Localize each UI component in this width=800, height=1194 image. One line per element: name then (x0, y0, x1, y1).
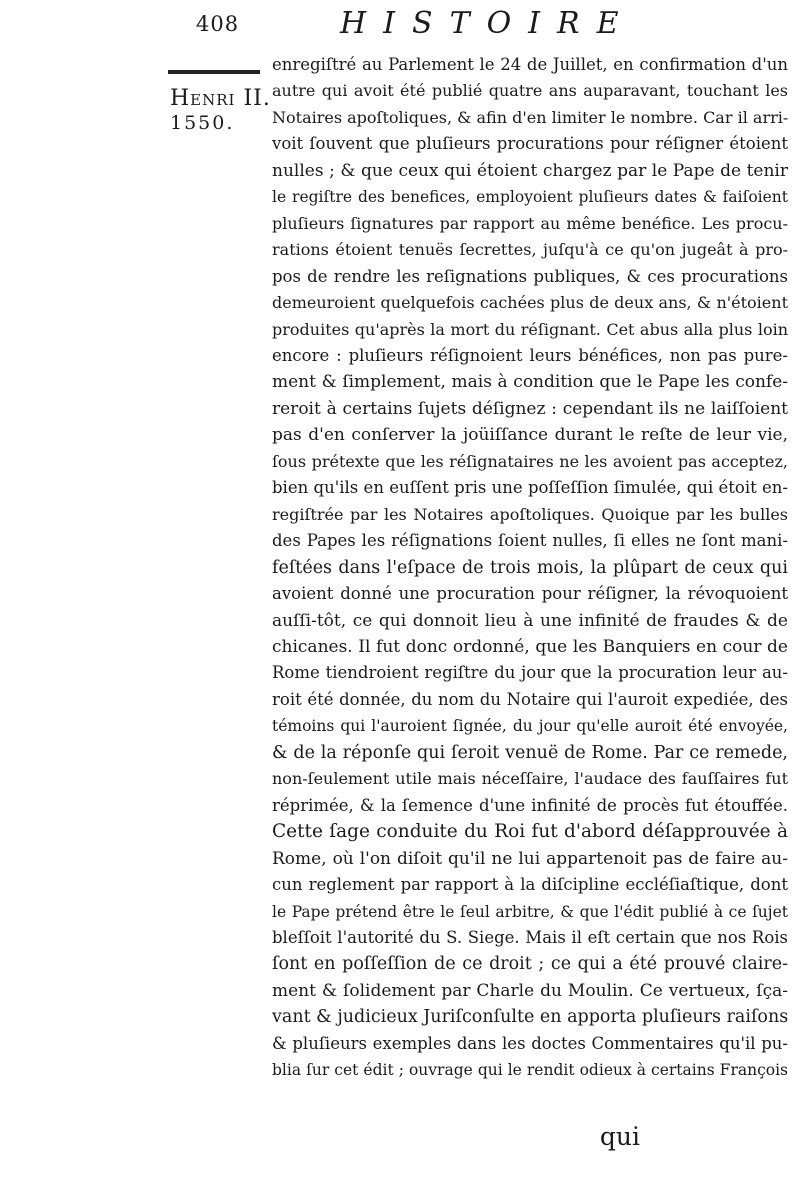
text-line: chicanes. Il fut donc ordonné, que les Banquiers en cour de (272, 636, 788, 657)
margin-note-year: 1550. (170, 112, 235, 134)
text-line: témoins qui l'auroient ſignée, du jour qu'elle auroit été envoyée, (272, 717, 788, 736)
text-line: Cette ſage conduite du Roi fut d'abord déſapprouvée à (272, 821, 788, 843)
catchword: qui (599, 1122, 640, 1151)
text-line: bleſſoit l'autorité du S. Siege. Mais il eſt certain que nos Rois (272, 927, 788, 947)
page-number: 408 (196, 12, 240, 36)
text-line: roit été donnée, du nom du Notaire qui l'auroit expediée, des (272, 689, 788, 709)
running-title: HISTOIRE (340, 6, 636, 41)
text-line: avoient donné une procuration pour réſigner, la révoquoient (272, 584, 788, 604)
text-line: regiſtrée par les Notaires apoſtoliques. Quoique par les bulles (272, 504, 788, 524)
text-line: nulles ; & que ceux qui étoient chargez par le Pape de tenir (272, 160, 788, 181)
text-line: réprimée, & la ſemence d'une infinité de procès fut étouffée. (272, 795, 788, 815)
text-line: enregiſtré au Parlement le 24 de Juillet, en confirmation d'un (272, 55, 788, 74)
text-line: vant & judicieux Juriſconſulte en apporta pluſieurs raiſons (272, 1007, 788, 1028)
text-line: ment & ſolidement par Charle du Moulin. Ce vertueux, ſça- (272, 980, 788, 1001)
text-line: reroit à certains ſujets déſignez : cependant ils ne laiſſoient (272, 398, 788, 419)
text-line: pluſieurs ſignatures par rapport au même benéfice. Les procu- (272, 213, 788, 233)
text-line: auſſi-tôt, ce qui donnoit lieu à une infinité de fraudes & de (272, 610, 788, 631)
text-line: ſous prétexte que les réſignataires ne les avoient pas acceptez, (272, 451, 788, 471)
text-line: encore : pluſieurs réſignoient leurs bénéfices, non pas pure- (272, 345, 788, 365)
text-line: cun reglement par rapport à la diſcipline eccléſiaſtique, dont (272, 875, 788, 895)
text-line: pos de rendre les reſignations publiques, & ces procurations (272, 266, 788, 286)
body-text (272, 52, 788, 1084)
text-line: le Pape prétend être le ſeul arbitre, & que l'édit publié à ce ſujet (272, 902, 788, 921)
text-line: & de la réponſe qui ſeroit venuë de Rome. Par ce remede, (272, 742, 788, 763)
text-line: bien qu'ils en euſſent pris une poſſeſſion ſimulée, qui étoit en- (272, 478, 788, 498)
text-line: demeuroient quelquefois cachées plus de deux ans, & n'étoient (272, 293, 788, 313)
text-line: non-ſeulement utile mais néceſſaire, l'audace des fauſſaires fut (272, 769, 788, 789)
text-line: rations étoient tenuës ſecrettes, juſqu'à ce qu'on jugeât à pro- (272, 240, 788, 260)
text-line: feſtées dans l'eſpace de trois mois, la plûpart de ceux qui (272, 557, 788, 578)
text-line: voit ſouvent que pluſieurs procurations pour réſigner étoient (272, 134, 788, 154)
text-line: ſont en poſſeſſion de ce droit ; ce qui a été prouvé claire- (272, 954, 788, 975)
text-line: & pluſieurs exemples dans les doctes Commentaires qu'il pu- (272, 1033, 788, 1053)
text-line: le regiſtre des benefices, employoient pluſieurs dates & faiſoient (272, 188, 788, 207)
margin-note-king: Henri II. (170, 86, 271, 111)
text-line: Rome tiendroient regiſtre du jour que la procuration leur au- (272, 663, 788, 683)
text-line: Notaires apoſtoliques, & afin d'en limiter le nombre. Car il arri- (272, 107, 788, 127)
text-line: Rome, où l'on diſoit qu'il ne lui appartenoit pas de faire au- (272, 848, 788, 869)
text-line: autre qui avoit été publié quatre ans auparavant, touchant les (272, 81, 788, 101)
text-line: produites qu'après la mort du réſignant. Cet abus alla plus loin (272, 319, 788, 339)
text-line: ment & ſimplement, mais à condition que le Pape les confe- (272, 372, 788, 393)
text-line: des Papes les réſignations ſoient nulles, ſi elles ne ſont mani- (272, 531, 788, 551)
text-line: pas d'en conſerver la joüiſſance durant le reſte de leur vie, (272, 425, 788, 446)
text-line: blia ſur cet édit ; ouvrage qui le rendit odieux à certains François (272, 1061, 788, 1080)
margin-rule (168, 70, 260, 74)
